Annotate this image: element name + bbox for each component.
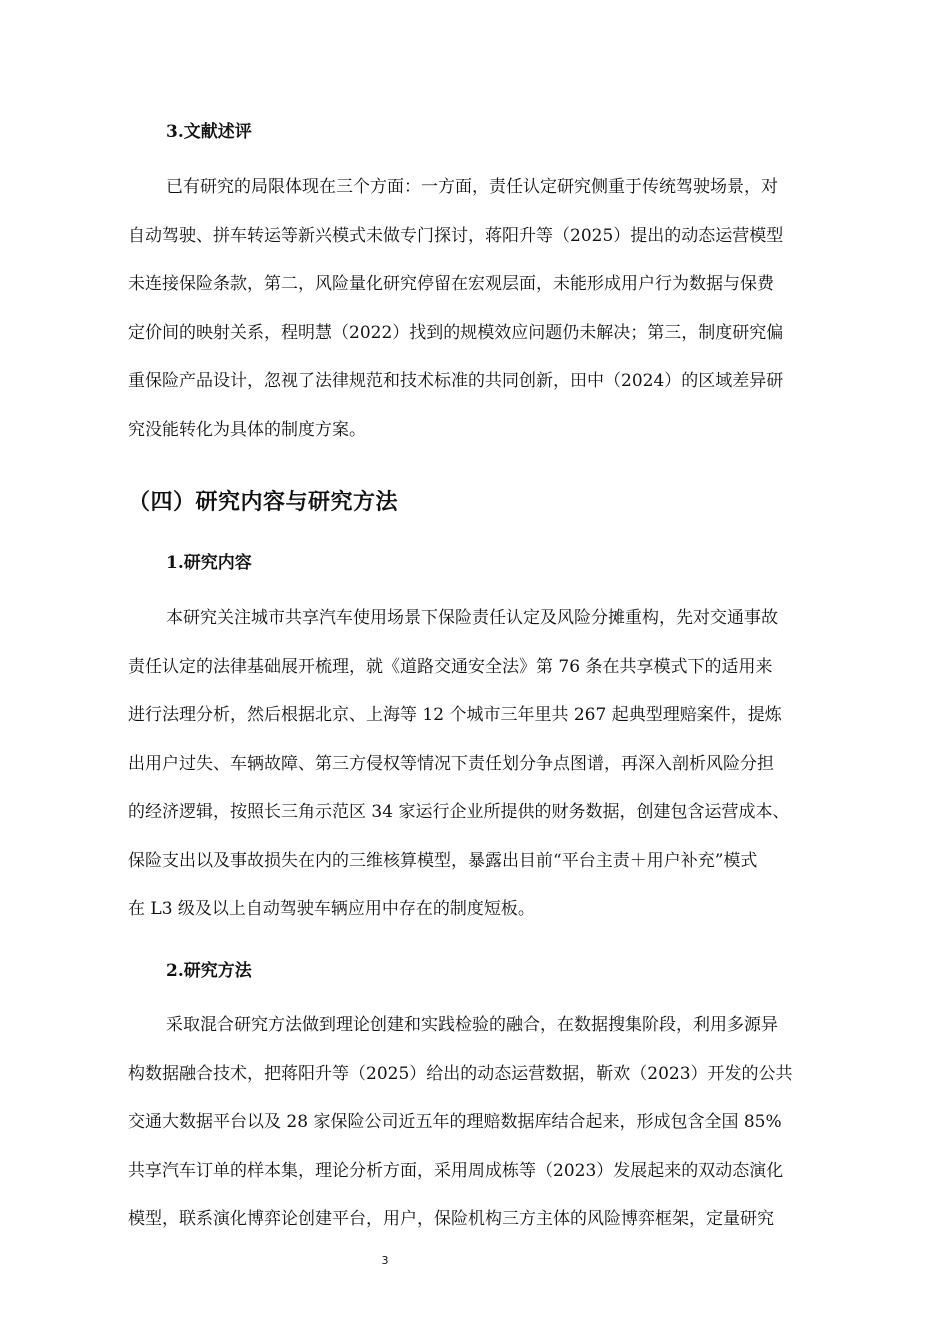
text-line: 进行法理分析，然后根据北京、上海等 12 个城市三年里共 267 起典型理赔案件，提炼 [128, 705, 782, 725]
text-line: 自动驾驶、拼车转运等新兴模式未做专门探讨，蒋阳升等（2025）提出的动态运营模型 [128, 225, 784, 246]
text-line: 重保险产品设计，忽视了法律规范和技术标准的共同创新，田中（2024）的区域差异研 [128, 371, 784, 391]
text-line: 保险支出以及事故损失在内的三维核算模型，暴露出目前“平台主责＋用户补充”模式 [128, 850, 758, 871]
text-line: 模型，联系演化博弈论创建平台，用户，保险机构三方主体的风险博弈框架，定量研究 [128, 1209, 774, 1229]
chapter-heading-research-content-methods: （四）研究内容与研究方法 [128, 489, 399, 515]
text-line: 共享汽车订单的样本集，理论分析方面，采用周成栋等（2023）发展起来的双动态演化 [128, 1160, 784, 1181]
text-line: 已有研究的局限体现在三个方面：一方面，责任认定研究侧重于传统驾驶场景，对 [166, 177, 778, 197]
section-heading-research-methods: 2.研究方法 [166, 961, 252, 981]
section-heading-literature-review: 3.文献述评 [166, 122, 252, 142]
text-line: 交通大数据平台以及 28 家保险公司近五年的理赔数据库结合起来，形成包含全国 85% [128, 1112, 782, 1132]
text-line: 的经济逻辑，按照长三角示范区 34 家运行企业所提供的财务数据，创建包含运营成本、 [128, 802, 790, 822]
paragraph-research-content [128, 594, 873, 934]
text-line: 采取混合研究方法做到理论创建和实践检验的融合，在数据搜集阶段，利用多源异 [166, 1015, 778, 1035]
text-line: 究没能转化为具体的制度方案。 [128, 419, 366, 440]
paragraph-research-methods [128, 1001, 873, 1244]
section-heading-research-content: 1.研究内容 [166, 553, 252, 573]
text-line: 定价间的映射关系，程明慧（2022）找到的规模效应问题仍未解决；第三，制度研究偏 [128, 322, 784, 343]
page-number: 3 [381, 1254, 389, 1267]
text-line: 本研究关注城市共享汽车使用场景下保险责任认定及风险分摊重构，先对交通事故 [166, 608, 778, 628]
text-line: 未连接保险条款，第二，风险量化研究停留在宏观层面，未能形成用户行为数据与保费 [128, 274, 774, 294]
paragraph-literature-review [128, 163, 873, 454]
text-line: 责任认定的法律基础展开梳理，就《道路交通安全法》第 76 条在共享模式下的适用来 [128, 656, 773, 677]
text-line: 在 L3 级及以上自动驾驶车辆应用中存在的制度短板。 [128, 899, 535, 919]
text-line: 出用户过失、车辆故障、第三方侵权等情况下责任划分争点图谱，再深入剖析风险分担 [128, 753, 774, 774]
text-line: 构数据融合技术，把蒋阳升等（2025）给出的动态运营数据，靳欢（2023）开发的公共 [128, 1063, 793, 1084]
